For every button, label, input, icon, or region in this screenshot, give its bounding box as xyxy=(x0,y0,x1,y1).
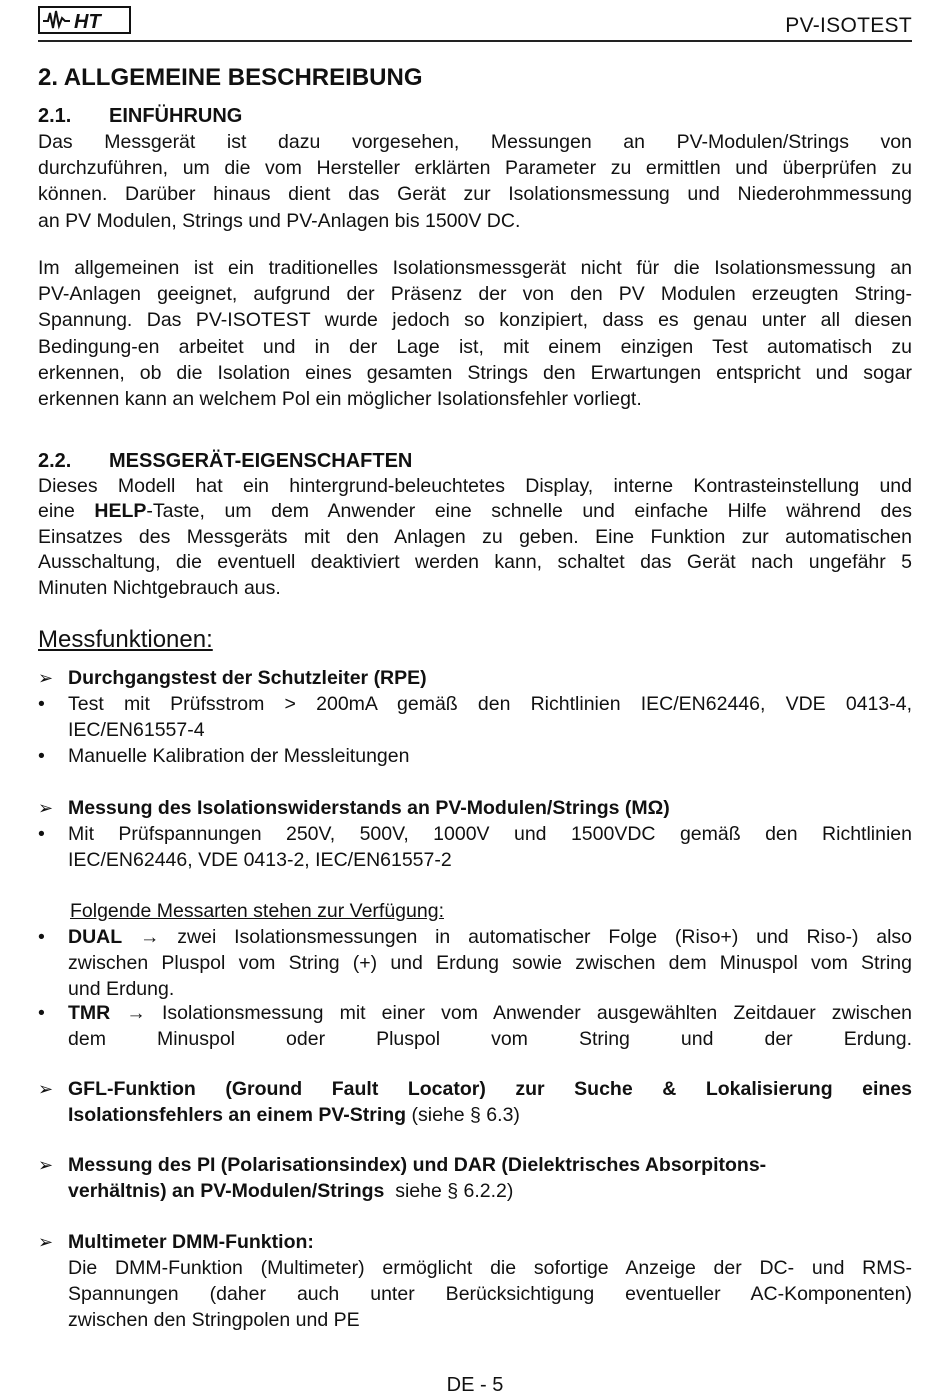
functions-heading: Messfunktionen: xyxy=(38,626,213,653)
text-line: Test mit Prüfsstrom > 200mA gemäß den Richtlinien IEC/EN62446, VDE 0413-4, xyxy=(68,693,912,715)
text-line: Manuelle Kalibration der Messleitungen xyxy=(68,745,410,767)
feature-gfl xyxy=(38,1076,912,1128)
text-fragment: eine xyxy=(38,500,95,523)
arrow-bullet-icon: ➢ xyxy=(38,1155,54,1175)
text-line xyxy=(68,924,912,950)
intro-paragraph-1 xyxy=(38,129,912,234)
dot-bullet-icon: • xyxy=(38,1002,45,1024)
mode-label: TMR xyxy=(68,1002,111,1024)
text-line: Messung des PI (Polarisationsindex) und DAR (Dielektrisches Absorpitons- xyxy=(68,1154,767,1176)
dot-bullet-icon: • xyxy=(38,823,45,845)
text-line: Spannungen (daher auch unter Berücksichtigung eventueller AC-Komponenten) xyxy=(68,1283,912,1305)
arrow-bullet-icon: ➢ xyxy=(38,1232,54,1252)
text-line: Ausschaltung, die eventuell deaktiviert werden kann, schaltet das Gerät nach ungefähr 5 xyxy=(38,551,912,574)
modes-heading xyxy=(70,898,444,924)
text-line: durchzuführen, um die vom Hersteller erklärten Parameter zu ermittlen und überprüfen zu xyxy=(38,157,912,180)
arrow-bullet-icon: ➢ xyxy=(38,668,54,688)
text-line: erkennen, ob die Isolation eines gesamten Strings den Erwartungen entspricht und sogar xyxy=(38,361,912,384)
feature-title: Messung des Isolationswiderstands an PV-Modulen/Strings (MΩ) xyxy=(68,797,670,819)
dot-bullet-icon: • xyxy=(38,745,45,767)
document-title: PV-ISOTEST xyxy=(785,14,912,37)
feature-rpe xyxy=(38,665,912,691)
list-item xyxy=(38,821,912,873)
mode-label: DUAL xyxy=(68,926,123,948)
text-line: Dieses Modell hat ein hintergrund-beleuchtetes Display, interne Kontrasteinstellung und xyxy=(38,475,912,497)
right-arrow-icon: → xyxy=(126,1002,146,1024)
arrow-bullet-icon: ➢ xyxy=(38,1079,54,1099)
text-line xyxy=(68,1000,912,1026)
intro-paragraph-2 xyxy=(38,255,912,412)
subsection-number: 2.1. xyxy=(38,105,72,127)
text-line: GFL-Funktion (Ground Fault Locator) zur Suche & Lokalisierung eines xyxy=(68,1078,912,1100)
section-heading: 2. ALLGEMEINE BESCHREIBUNG xyxy=(38,64,423,91)
text-line xyxy=(38,499,912,524)
dot-bullet-icon: • xyxy=(38,693,45,715)
modes-title: Folgende Messarten stehen zur Verfügung: xyxy=(70,900,444,922)
header-divider xyxy=(38,40,912,42)
text-fragment: verhältnis) an PV-Modulen/Strings xyxy=(68,1180,385,1202)
text-line: erkennen kann an welchem Pol ein möglicher Isolationsfehler vorliegt. xyxy=(38,388,642,411)
feature-pi-dar xyxy=(38,1152,912,1204)
text-fragment: siehe § 6.2.2) xyxy=(384,1180,514,1202)
text-line: Im allgemeinen ist ein traditionelles Isolationsmessgerät nicht für die Isolationsmessung an xyxy=(38,257,912,279)
text-line: an PV Modulen, Strings und PV-Anlagen bis 1500V DC. xyxy=(38,209,521,232)
text-line: Die DMM-Funktion (Multimeter) ermöglicht die sofortige Anzeige der DC- und RMS- xyxy=(68,1257,912,1279)
page-number: DE - 5 xyxy=(446,1374,504,1396)
subsection-heading-2-1 xyxy=(38,105,242,128)
list-item xyxy=(38,743,912,769)
text-line: Das Messgerät ist dazu vorgesehen, Messungen an PV-Modulen/Strings von xyxy=(38,131,912,153)
text-fragment: -Taste, um dem Anwender eine schnelle und einfache Hilfe während des xyxy=(146,500,912,523)
list-item xyxy=(38,691,912,743)
text-line: PV-Anlagen geeignet, aufgrund der Präsenz der von den PV Modulen erzeugten String- xyxy=(38,283,912,306)
text-line: und Erdung. xyxy=(68,978,175,1000)
ht-logo xyxy=(38,6,131,34)
arrow-bullet-icon: ➢ xyxy=(38,798,54,818)
right-arrow-icon: → xyxy=(139,926,160,948)
text-line: Bedingung-en arbeitet und in der Lage ist, mit einem einzigen Test automatisch zu xyxy=(38,335,912,358)
text-line: Einsatzes des Messgeräts mit den Anlagen zu geben. Eine Funktion zur automatischen xyxy=(38,525,912,548)
text-line: Spannung. Das PV-ISOTEST wurde jedoch so konzipiert, dass es genau unter all diesen xyxy=(38,309,912,332)
text-line: können. Darüber hinaus dient das Gerät zur Isolationsmessung und Niederohmmessung xyxy=(38,183,912,206)
text-fragment: Isolationsfehlers an einem PV-String xyxy=(68,1104,407,1126)
help-key-label: HELP xyxy=(94,500,147,523)
text-line xyxy=(68,1178,912,1204)
feature-title: Durchgangstest der Schutzleiter (RPE) xyxy=(68,667,427,689)
text-line: dem Minuspol oder Pluspol vom String und der Erdung. xyxy=(68,1028,912,1050)
text-line: zwischen Pluspol vom String (+) und Erdung sowie zwischen dem Minuspol vom String xyxy=(68,952,912,974)
text-fragment: Isolationsmessung mit einer vom Anwender ausgewählten Zeitdauer zwischen xyxy=(161,1002,913,1024)
features-paragraph xyxy=(38,474,912,601)
feature-isolation xyxy=(38,795,912,821)
logo-text: HT xyxy=(74,11,101,33)
mode-tmr xyxy=(38,1000,912,1052)
dot-bullet-icon: • xyxy=(38,926,45,948)
text-line xyxy=(68,1102,912,1128)
text-line: IEC/EN61557-4 xyxy=(68,719,205,741)
mode-dual xyxy=(38,924,912,1002)
text-line: IEC/EN62446, VDE 0413-2, IEC/EN61557-2 xyxy=(68,849,452,871)
subsection-heading-2-2 xyxy=(38,450,412,473)
subsection-title: EINFÜHRUNG xyxy=(109,105,243,127)
text-fragment: (siehe § 6.3) xyxy=(406,1104,520,1126)
subsection-number: 2.2. xyxy=(38,450,72,472)
text-line: zwischen den Stringpolen und PE xyxy=(68,1309,360,1331)
text-fragment: zwei Isolationsmessungen in automatischer Folge (Riso+) und Riso-) also xyxy=(177,926,913,948)
subsection-title: MESSGERÄT-EIGENSCHAFTEN xyxy=(109,450,413,472)
feature-title: Multimeter DMM-Funktion: xyxy=(68,1231,314,1253)
feature-dmm xyxy=(38,1229,912,1333)
text-line: Minuten Nichtgebrauch aus. xyxy=(38,576,281,599)
text-line: Mit Prüfspannungen 250V, 500V, 1000V und 1500VDC gemäß den Richtlinien xyxy=(68,823,912,845)
